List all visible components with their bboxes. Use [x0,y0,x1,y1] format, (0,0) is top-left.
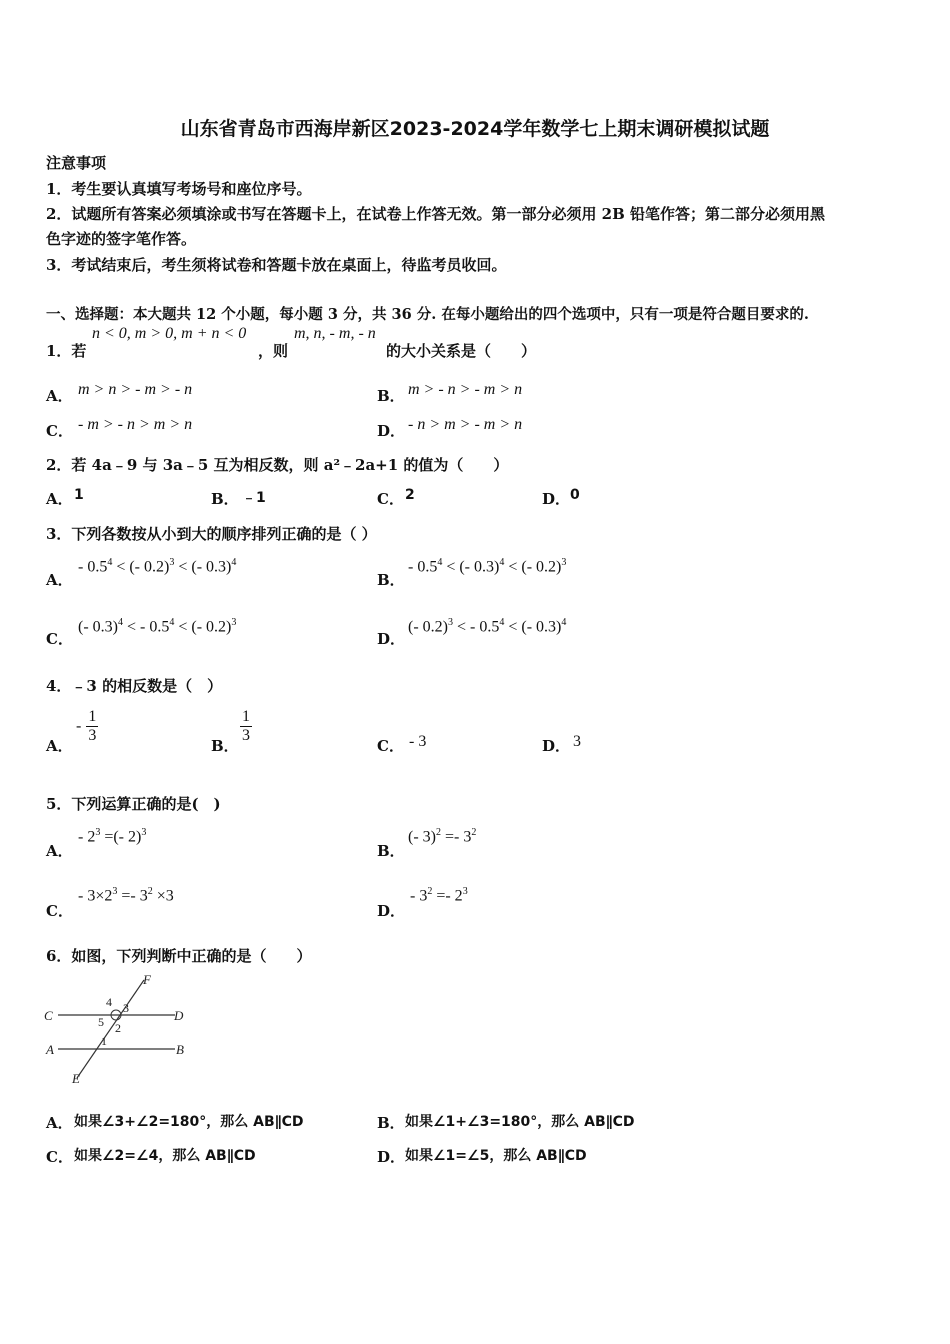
notice-item: 3．考试结束后，考生须将试卷和答题卡放在桌面上，待监考员收回。 [46,256,507,274]
q4-option-b [240,708,252,745]
notice-heading: 注意事项 [46,154,107,172]
q3-option-b-label: B． [377,571,405,589]
notice-item: 2．试题所有答案必须填涂或书写在答题卡上，在试卷上作答无效。第一部分必须用 2B 铅笔作答；第二部分必须用黑 [46,205,826,223]
q1-prefix: 1．若 [46,342,87,360]
q4-option-a-fraction: $\frac{1}{3}$ [88,708,97,744]
q3-stem: 3．下列各数按从小到大的顺序排列正确的是（ ） [46,525,377,543]
q2-option-a-label: A． [46,490,73,508]
q4-stem: 4．﹣3 的相反数是（ ） [46,677,223,695]
q1-vars: m, n, - m, - n [294,325,376,342]
q6-figure [40,970,200,1090]
q1-mid: ，则 [258,342,289,360]
q4-option-c: - 3 [409,733,427,750]
q2-option-c-label: C． [377,490,404,508]
q1-option-b: m > - n > - m > n [408,381,523,398]
q3-option-a: - $0.5^4$ < (- 0.2)$^3$ < (- 0.3)$^4$ [78,557,237,576]
notice-item: 1．考生要认真填写考场号和座位序号。 [46,180,312,198]
q5-option-c: - $3\times 2^3 =- 3^2 \times 3$ [78,886,174,905]
q5-stem: 5．下列运算正确的是( ) [46,795,221,813]
q3-option-d-label: D． [377,630,406,648]
q4-option-a-sign: - [76,717,82,735]
label-f: F [143,972,151,987]
q5-option-a-label: A． [46,842,73,860]
angle-2: 2 [115,1021,121,1035]
q6-option-a-label: A． [46,1114,73,1132]
q1-condition: n < 0, m > 0, m + n < 0 [92,325,247,342]
q4-option-b-fraction: $\frac{1}{3}$ [242,708,250,744]
q6-option-a: 如果∠3+∠2=180°，那么 AB∥CD [74,1114,304,1130]
label-c: C [44,1008,53,1023]
angle-5: 5 [98,1015,104,1029]
section-heading: 一、选择题：本大题共 12 个小题，每小题 3 分，共 36 分. 在每小题给出的四个选项中，只有一项是符合题目要求的. [46,306,809,323]
q6-option-b: 如果∠1+∠3=180°，那么 AB∥CD [405,1114,635,1130]
q4-option-d-label: D． [542,737,571,755]
q5-option-b-label: B． [377,842,405,860]
q6-option-b-label: B． [377,1114,405,1132]
page-title: 山东省青岛市西海岸新区2023-2024学年数学七上期末调研模拟试题 [180,118,770,140]
q4-option-c-label: C． [377,737,404,755]
angle-3: 3 [123,1001,129,1015]
q6-stem: 6．如图，下列判断中正确的是（ ） [46,947,312,965]
q5-option-a: - $2^3$ =(- 2)$^3$ [78,827,147,846]
q2-option-b-label: B． [211,490,239,508]
q5-option-c-label: C． [46,902,73,920]
q2-option-d: 0 [570,487,580,503]
q5-option-d: - $3^2 =- 2^3$ [410,886,468,905]
q3-option-b: - $0.5^4$ < (- 0.3)$^4$ < (- 0.2)$^3$ [408,557,567,576]
label-e: E [72,1071,80,1086]
q2-option-d-label: D． [542,490,571,508]
q4-option-d: 3 [573,733,581,750]
q5-option-b: (- $3)^2 =- 3^2$ [408,827,477,846]
q6-option-d: 如果∠1=∠5，那么 AB∥CD [405,1148,587,1164]
q2-option-c: 2 [405,487,415,503]
q4-option-a [76,708,98,745]
label-a: A [46,1042,54,1057]
notice-item: 色字迹的签字笔作答。 [46,230,197,248]
q5-option-d-label: D． [377,902,406,920]
q2-option-b: ﹣1 [242,490,266,506]
q1-option-c-label: C． [46,422,73,440]
q4-option-b-label: B． [211,737,239,755]
q3-option-c: (- 0.3)$^4$ < - $0.5^4$ < (- 0.2)$^3$ [78,617,237,636]
q1-option-a: m > n > - m > - n [78,381,193,398]
q1-option-b-label: B． [377,387,405,405]
q1-option-d-label: D． [377,422,406,440]
q1-option-d: - n > m > - m > n [408,416,523,433]
q6-option-d-label: D． [377,1148,406,1166]
q4-option-a-label: A． [46,737,73,755]
q3-option-a-label: A． [46,571,73,589]
q6-option-c: 如果∠2=∠4，那么 AB∥CD [74,1148,256,1164]
q2-option-a: 1 [74,487,84,503]
q6-option-c-label: C． [46,1148,73,1166]
q2-stem: 2．若 4a﹣9 与 3a﹣5 互为相反数，则 a²﹣2a+1 的值为（ ） [46,456,509,474]
label-b: B [176,1042,184,1057]
label-d: D [174,1008,184,1023]
angle-4: 4 [106,995,112,1009]
angle-1: 1 [101,1034,107,1048]
q3-option-c-label: C． [46,630,73,648]
q1-option-a-label: A． [46,387,73,405]
q3-option-d: (- 0.2)$^3$ < - $0.5^4$ < (- 0.3)$^4$ [408,617,567,636]
q1-suffix: 的大小关系是（ ） [386,342,537,360]
q1-option-c: - m > - n > m > n [78,416,193,433]
